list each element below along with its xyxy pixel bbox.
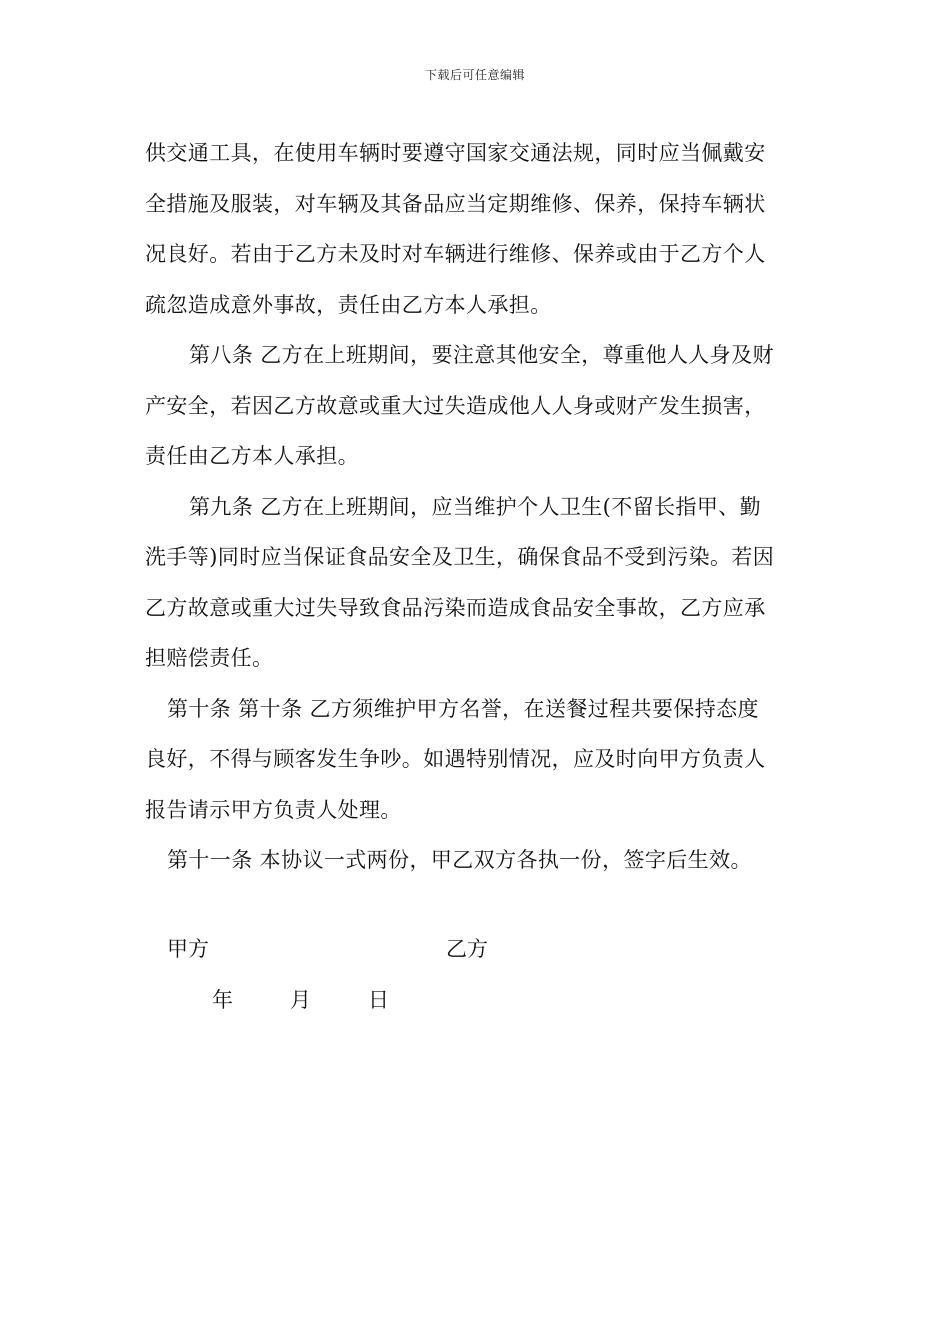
- article-11-line: 第十一条 本协议一式两份，甲乙双方各执一份，签字后生效。: [167, 848, 752, 872]
- text-line: 全措施及服装，对车辆及其备品应当定期维修、保养，保持车辆状: [145, 191, 766, 216]
- article-9-line: 第九条 乙方在上班期间，应当维护个人卫生(不留长指甲、勤: [189, 494, 762, 519]
- party-b-label: 乙方: [446, 937, 488, 961]
- date-year-label: 年: [212, 988, 233, 1012]
- article-8-line: 第八条 乙方在上班期间，要注意其他安全，尊重他人人身及财: [189, 343, 774, 367]
- page-header: 下载后可任意编辑: [424, 68, 525, 82]
- date-month-label: 月: [290, 988, 311, 1012]
- text-line: 乙方故意或重大过失导致食品污染而造成食品安全事故，乙方应承: [145, 595, 766, 620]
- document-body: [145, 128, 805, 886]
- date-day-label: 日: [368, 988, 389, 1012]
- party-a-label: 甲方: [167, 937, 209, 961]
- text-line: 况良好。若由于乙方未及时对车辆进行维修、保养或由于乙方个人: [145, 242, 766, 266]
- article-10-line: 第十条 第十条 乙方须维护甲方名誉，在送餐过程共要保持态度: [167, 696, 759, 721]
- text-line: 责任由乙方本人承担。: [145, 444, 359, 468]
- text-line: 洗手等)同时应当保证食品安全及卫生，确保食品不受到污染。若因: [145, 545, 775, 569]
- text-line: 担赔偿责任。: [145, 646, 274, 670]
- text-line: 疏忽造成意外事故，责任由乙方本人承担。: [145, 292, 552, 317]
- text-line: 供交通工具，在使用车辆时要遵守国家交通法规，同时应当佩戴安: [145, 141, 766, 165]
- text-line: 报告请示甲方负责人处理。: [145, 797, 402, 822]
- text-line: 产安全，若因乙方故意或重大过失造成他人人身或财产发生损害，: [145, 393, 766, 418]
- text-line: 良好，不得与顾客发生争吵。如遇特别情况，应及时向甲方负责人: [145, 747, 766, 771]
